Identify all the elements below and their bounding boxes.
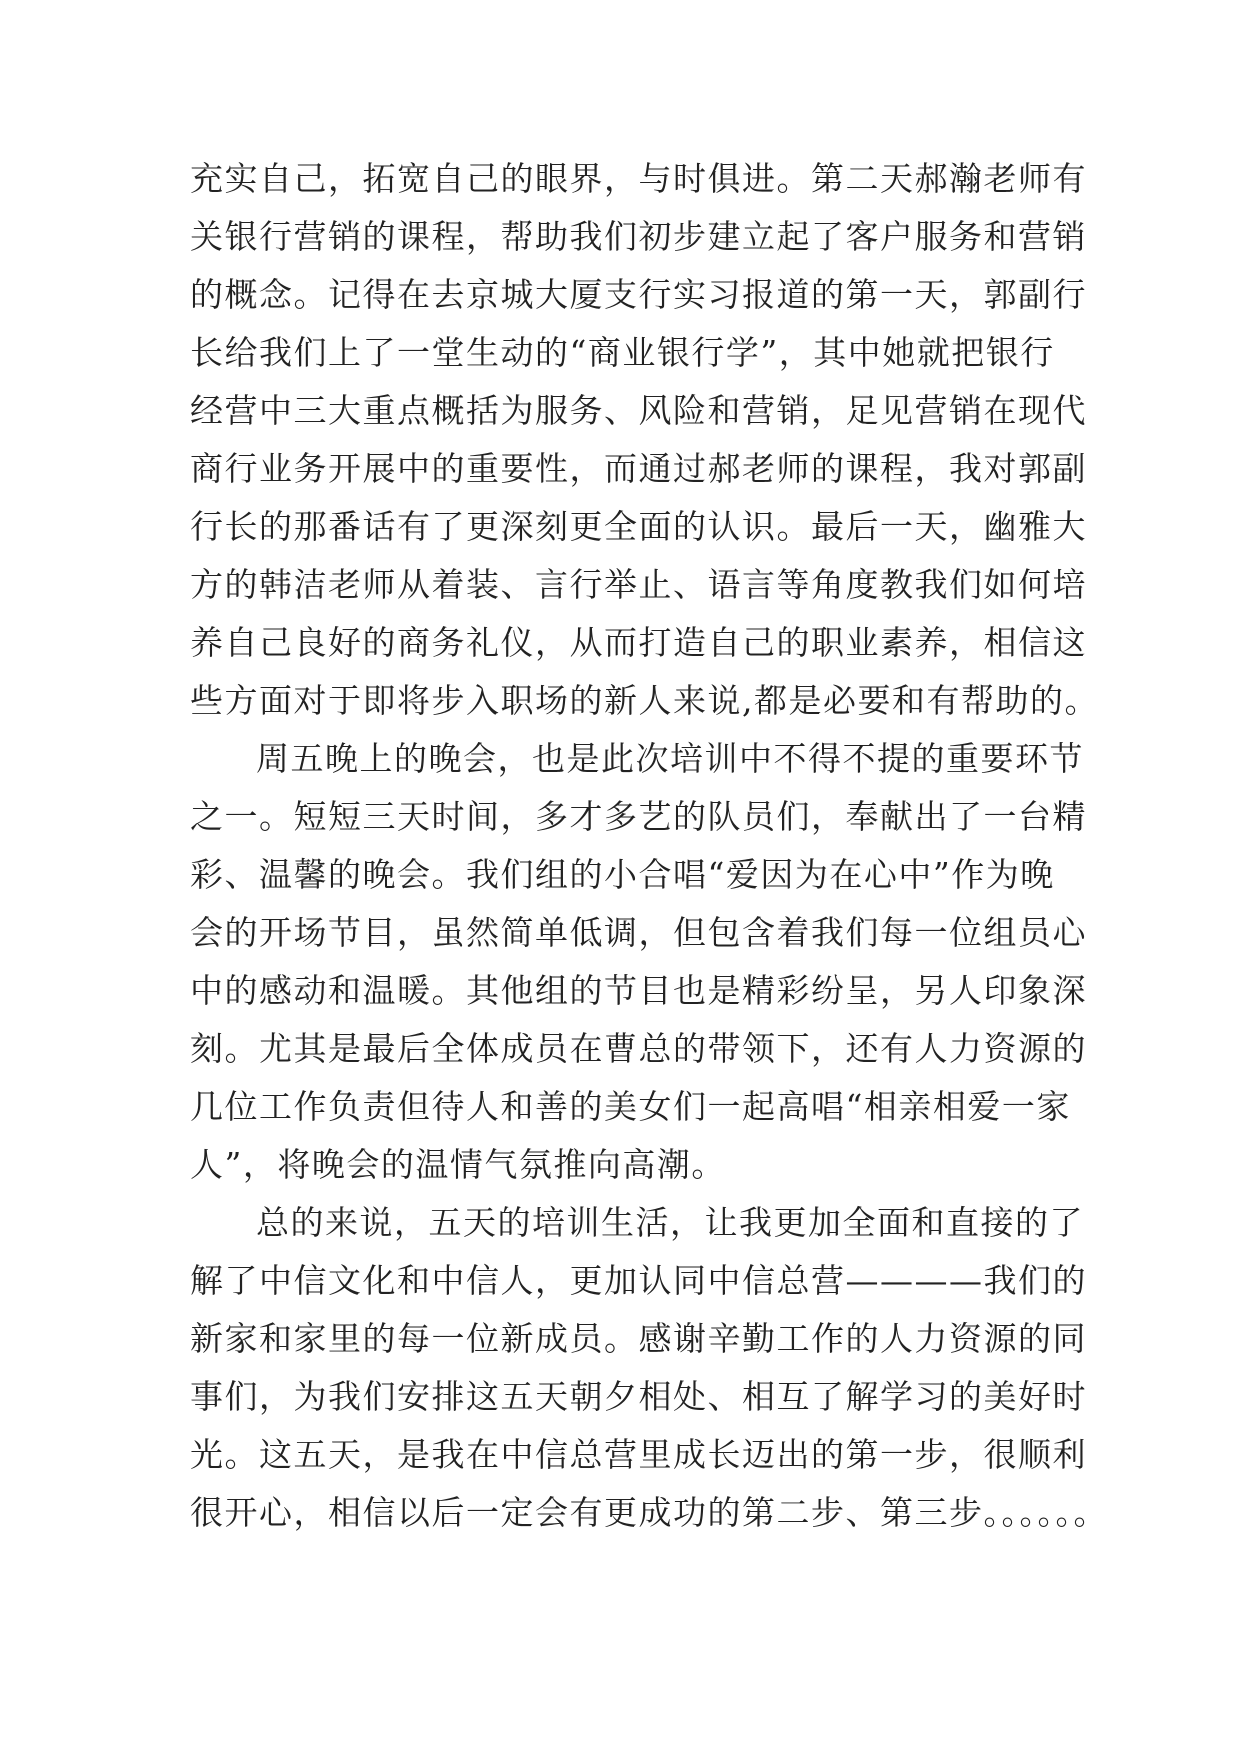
paragraph-1-line-2: 关银行营销的课程，帮助我们初步建立起了客户服务和营销 — [190, 217, 1087, 256]
paragraph-2-line-3: 彩、温馨的晚会。我们组的小合唱“爱因为在心中”作为晚 — [190, 855, 1055, 894]
paragraph-2-line-5: 中的感动和温暖。其他组的节目也是精彩纷呈，另人印象深 — [190, 971, 1087, 1010]
paragraph-2-line-6: 刻。尤其是最后全体成员在曹总的带领下，还有人力资源的 — [190, 1029, 1087, 1068]
paragraph-1-line-8: 方的韩洁老师从着装、言行举止、语言等角度教我们如何培 — [190, 565, 1087, 604]
paragraph-2-line-7: 几位工作负责但待人和善的美女们一起高唱“相亲相爱一家 — [190, 1087, 1071, 1126]
paragraph-1-line-9: 养自己良好的商务礼仪，从而打造自己的职业素养，相信这 — [190, 623, 1087, 662]
paragraph-2-line-4: 会的开场节目，虽然简单低调，但包含着我们每一位组员心 — [190, 913, 1087, 952]
document-body — [190, 150, 1108, 1542]
paragraph-1-line-1: 充实自己，拓宽自己的眼界，与时俱进。第二天郝瀚老师有 — [190, 159, 1087, 198]
paragraph-3-line-3: 新家和家里的每一位新成员。感谢辛勤工作的人力资源的同 — [190, 1319, 1087, 1358]
paragraph-3-line-1: 总的来说，五天的培训生活，让我更加全面和直接的了 — [256, 1203, 1084, 1242]
paragraph-3-line-6: 很开心，相信以后一定会有更成功的第二步、第三步。。。。。。 — [190, 1493, 1108, 1532]
paragraph-1-line-10: 些方面对于即将步入职场的新人来说,都是必要和有帮助的。 — [190, 681, 1099, 720]
paragraph-3-line-5: 光。这五天，是我在中信总营里成长迈出的第一步，很顺利 — [190, 1435, 1087, 1474]
paragraph-2-line-8: 人”，将晚会的温情气氛推向高潮。 — [190, 1145, 726, 1184]
paragraph-1-line-4: 长给我们上了一堂生动的“商业银行学”，其中她就把银行 — [190, 333, 1055, 372]
paragraph-3-line-2: 解了中信文化和中信人，更加认同中信总营————我们的 — [190, 1261, 1087, 1300]
paragraph-1-line-3: 的概念。记得在去京城大厦支行实习报道的第一天，郭副行 — [190, 275, 1087, 314]
paragraph-2-line-1: 周五晚上的晚会，也是此次培训中不得不提的重要环节 — [256, 739, 1084, 778]
paragraph-1-line-7: 行长的那番话有了更深刻更全面的认识。最后一天，幽雅大 — [190, 507, 1087, 546]
paragraph-2-line-2: 之一。短短三天时间，多才多艺的队员们，奉献出了一台精 — [190, 797, 1087, 836]
paragraph-1-line-5: 经营中三大重点概括为服务、风险和营销，足见营销在现代 — [190, 391, 1087, 430]
paragraph-3-line-4: 事们，为我们安排这五天朝夕相处、相互了解学习的美好时 — [190, 1377, 1087, 1416]
paragraph-1-line-6: 商行业务开展中的重要性，而通过郝老师的课程，我对郭副 — [190, 449, 1087, 488]
